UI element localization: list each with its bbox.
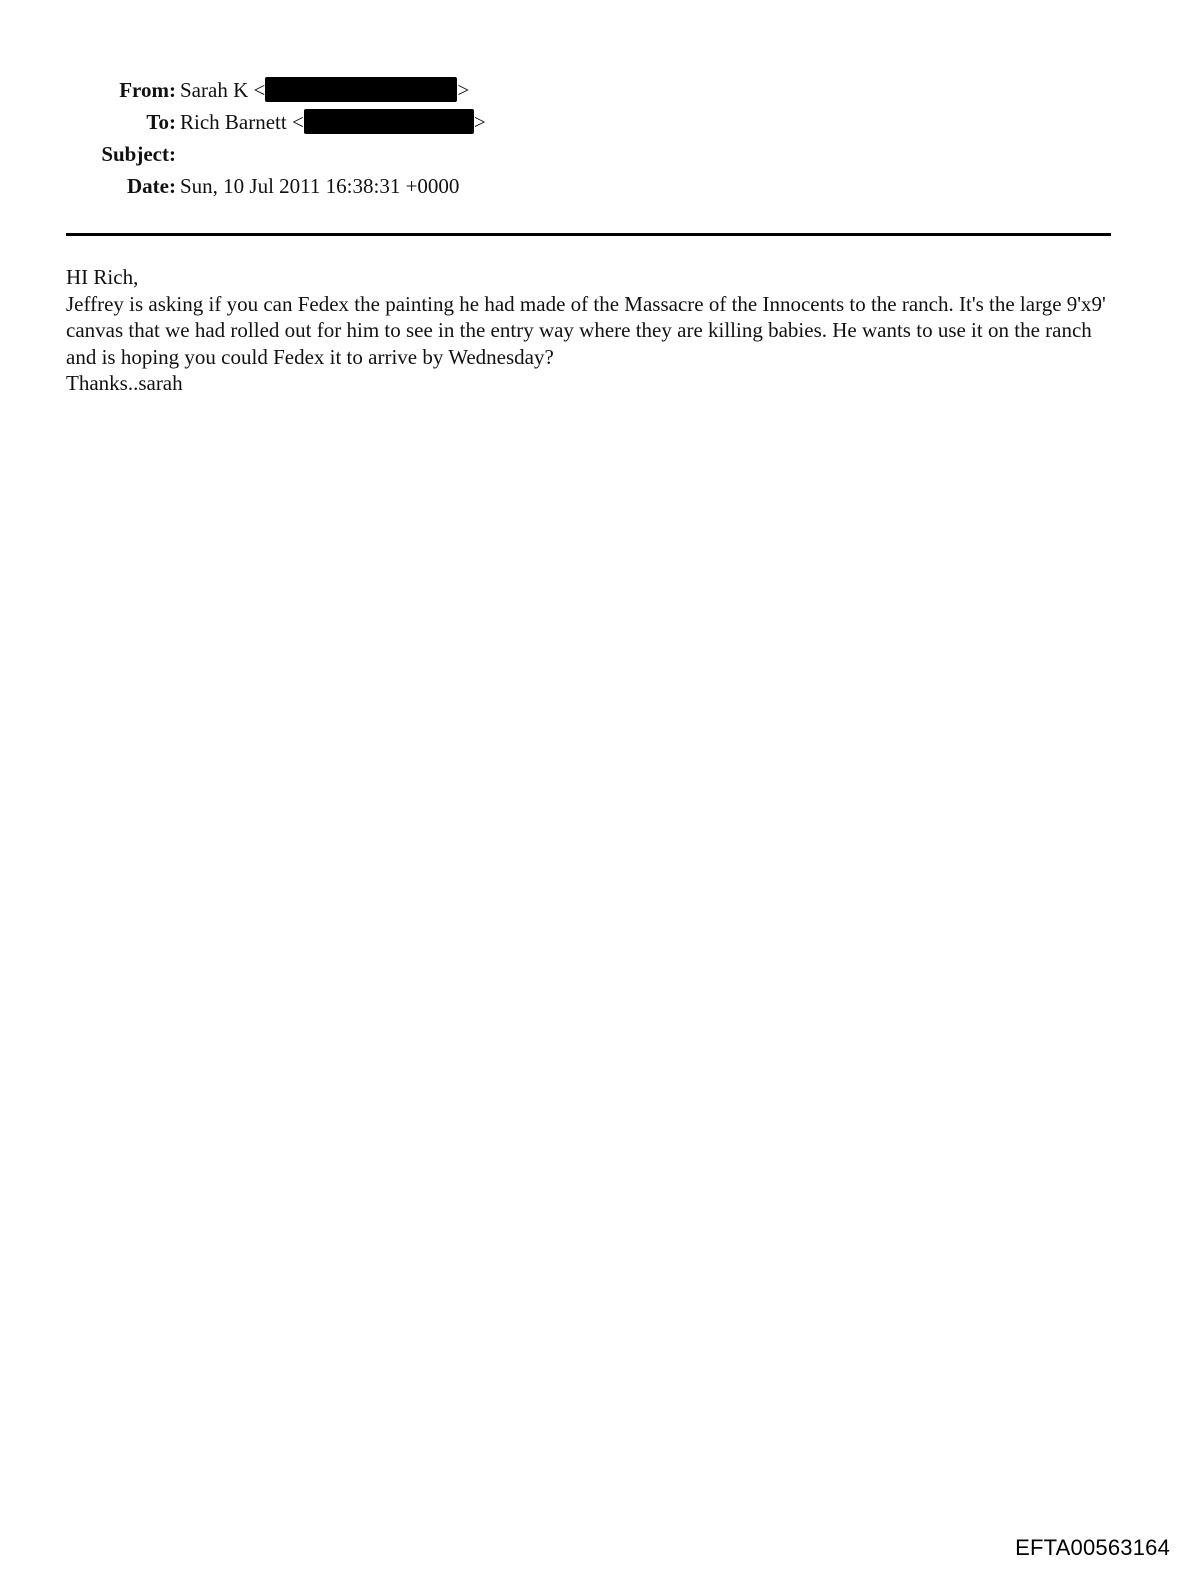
to-label: To: [146, 110, 176, 134]
body-paragraph: Jeffrey is asking if you can Fedex the painting he had made of the Massacre of the Innocents to the ranch. It's the large 9'x9' canvas that we had rolled out for him to see in the entry way where they are killing babies. He wants to use it on the ranch and is hoping you could Fedex it to arrive by Wednesday? [66, 291, 1106, 369]
email-body [66, 264, 1126, 397]
body-signoff: Thanks..sarah [66, 371, 183, 395]
to-value [180, 106, 486, 138]
redaction-box [265, 77, 457, 102]
from-name: Sarah K < [180, 78, 266, 102]
from-label: From: [119, 78, 176, 102]
date-label: Date: [127, 174, 176, 198]
subject-label: Subject: [101, 142, 176, 166]
to-close: > [473, 110, 486, 134]
redaction-box [304, 109, 474, 134]
from-close: > [457, 78, 470, 102]
header-divider [66, 233, 1111, 236]
email-header [0, 74, 1190, 202]
to-row [0, 106, 1190, 138]
from-value [180, 74, 469, 106]
from-row [0, 74, 1190, 106]
body-greeting: HI Rich, [66, 265, 139, 289]
document-id: EFTA00563164 [1015, 1535, 1170, 1560]
date-value: Sun, 10 Jul 2011 16:38:31 +0000 [180, 174, 460, 198]
to-name: Rich Barnett < [180, 110, 304, 134]
subject-row [0, 138, 1190, 170]
date-row [0, 170, 1190, 202]
